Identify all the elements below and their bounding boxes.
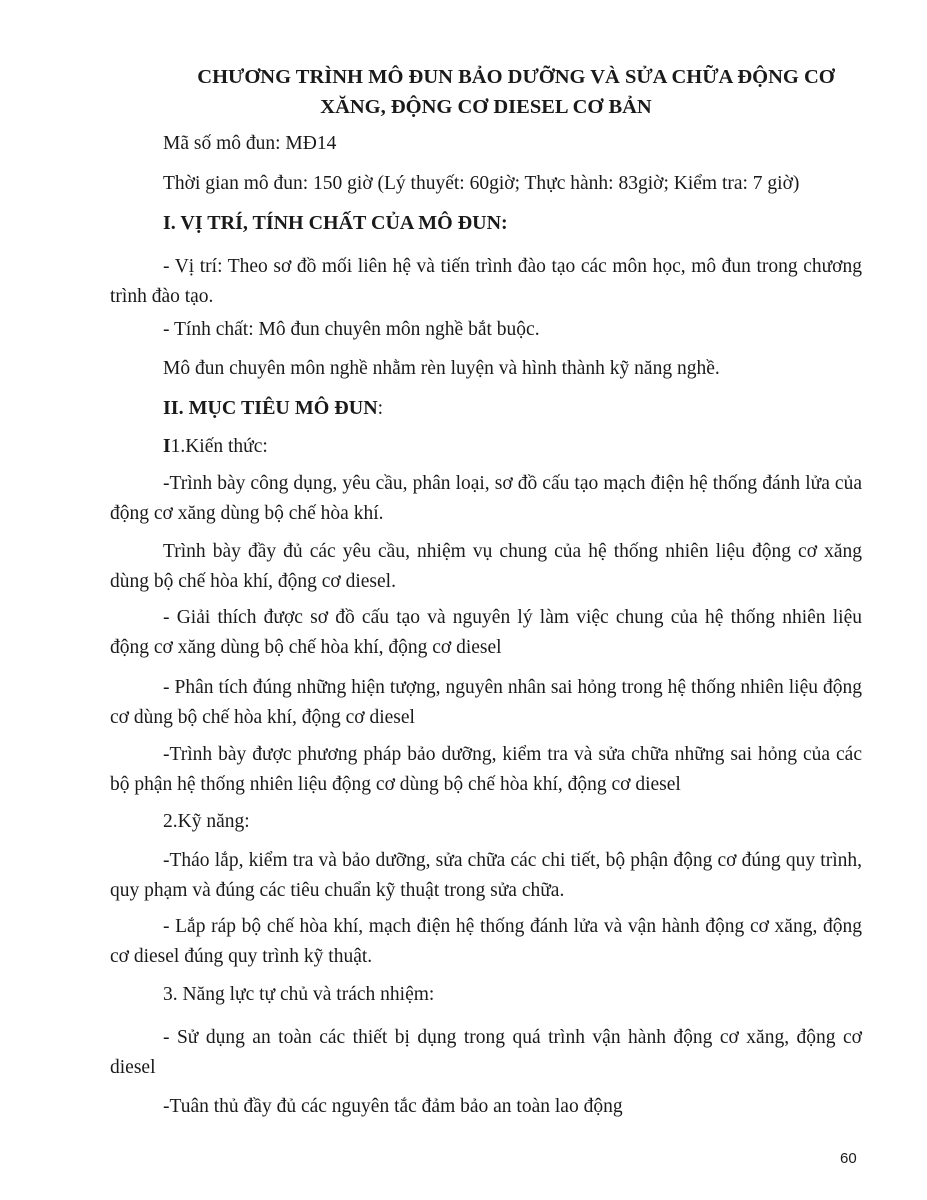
knowledge-item: - Giải thích được sơ đồ cấu tạo và nguyên lý làm việc chung của hệ thống nhiên liệu động cơ xăng dùng bộ chế hòa khí, động cơ diesel xyxy=(110,607,862,658)
knowledge-item: -Trình bày công dụng, yêu cầu, phân loại, sơ đồ cấu tạo mạch điện hệ thống đánh lửa của động cơ xăng dùng bộ chế hòa khí. xyxy=(110,473,862,524)
module-code: Mã số mô đun: MĐ14 xyxy=(163,133,337,154)
knowledge-heading-prefix: I xyxy=(163,436,171,457)
skills-item: - Lắp ráp bộ chế hòa khí, mạch điện hệ thống đánh lửa và vận hành động cơ xăng, động cơ diesel đúng quy trình kỹ thuật. xyxy=(110,916,862,967)
document-title-line1: CHƯƠNG TRÌNH MÔ ĐUN BẢO DƯỠNG VÀ SỬA CHỮA ĐỘNG CƠ xyxy=(197,66,835,88)
knowledge-item: Trình bày đầy đủ các yêu cầu, nhiệm vụ chung của hệ thống nhiên liệu động cơ xăng dùng bộ chế hòa khí, động cơ diesel. xyxy=(110,541,862,592)
knowledge-heading xyxy=(163,435,863,459)
section1-position: - Vị trí: Theo sơ đồ mối liên hệ và tiến trình đào tạo các môn học, mô đun trong chương trình đào tạo. xyxy=(110,256,862,307)
section1-purpose: Mô đun chuyên môn nghề nhằm rèn luyện và hình thành kỹ năng nghề. xyxy=(163,358,720,379)
section2-heading-row xyxy=(163,396,863,421)
section1-heading: I. VỊ TRÍ, TÍNH CHẤT CỦA MÔ ĐUN: xyxy=(163,212,508,234)
autonomy-heading: 3. Năng lực tự chủ và trách nhiệm: xyxy=(163,984,435,1005)
knowledge-item: - Phân tích đúng những hiện tượng, nguyên nhân sai hỏng trong hệ thống nhiên liệu động cơ dùng bộ chế hòa khí, động cơ diesel xyxy=(110,677,862,728)
document-title-line2: XĂNG, ĐỘNG CƠ DIESEL CƠ BẢN xyxy=(320,96,652,118)
skills-heading: 2.Kỹ năng: xyxy=(163,811,250,832)
section1-nature: - Tính chất: Mô đun chuyên môn nghề bắt buộc. xyxy=(163,319,540,340)
autonomy-item: -Tuân thủ đầy đủ các nguyên tắc đảm bảo an toàn lao động xyxy=(163,1096,623,1117)
knowledge-item: -Trình bày được phương pháp bảo dưỡng, kiểm tra và sửa chữa những sai hỏng của các bộ phận hệ thống nhiên liệu động cơ dùng bộ chế hòa khí, động cơ diesel xyxy=(110,744,862,795)
knowledge-heading-text: 1.Kiến thức: xyxy=(170,436,268,457)
autonomy-item: - Sử dụng an toàn các thiết bị dụng trong quá trình vận hành động cơ xăng, động cơ diesel xyxy=(110,1027,862,1078)
section2-heading: II. MỤC TIÊU MÔ ĐUN xyxy=(163,397,378,419)
module-time: Thời gian mô đun: 150 giờ (Lý thuyết: 60giờ; Thực hành: 83giờ; Kiểm tra: 7 giờ) xyxy=(163,173,800,194)
skills-item: -Tháo lắp, kiểm tra và bảo dưỡng, sửa chữa các chi tiết, bộ phận động cơ đúng quy trình, quy phạm và đúng các tiêu chuẩn kỹ thuật trong sửa chữa. xyxy=(110,850,862,901)
section2-heading-colon: : xyxy=(377,398,384,419)
page-number: 60 xyxy=(840,1150,857,1167)
